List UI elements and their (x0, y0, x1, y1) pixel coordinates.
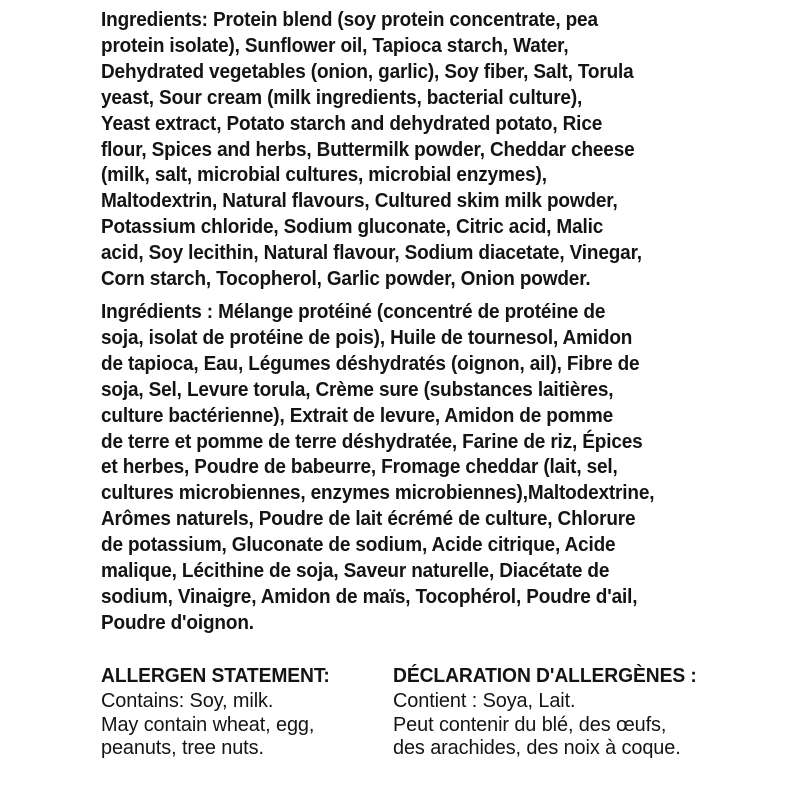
ingredients-french-heading: Ingrédients : (101, 300, 213, 323)
ingredients-english-line-11: Corn starch, Tocopherol, Garlic powder, Onion powder. (101, 268, 591, 291)
ingredients-english-line-6: flour, Spices and herbs, Buttermilk powder, Cheddar cheese (101, 138, 635, 161)
ingredients-english-line-10: acid, Soy lecithin, Natural flavour, Sodium diacetate, Vinegar, (101, 242, 642, 265)
ingredients-french-line-7: et herbes, Poudre de babeurre, Fromage cheddar (lait, sel, (101, 456, 618, 479)
allergen-french-line-2: Peut contenir du blé, des œufs, (393, 712, 667, 736)
allergen-statement-english-body (101, 689, 384, 760)
ingredients-french-line-8: cultures microbiennes, enzymes microbiennes),Maltodextrine, (101, 482, 655, 505)
ingredients-english-line-4: yeast, Sour cream (milk ingredients, bacterial culture), (101, 86, 583, 109)
ingredients-french-line-4: soja, Sel, Levure torula, Crème sure (substances laitières, (101, 378, 614, 401)
ingredient-label-panel (101, 8, 717, 637)
allergen-statement-french-title: DÉCLARATION D'ALLERGÈNES : (393, 664, 697, 687)
allergen-french-line-3: des arachides, des noix à coque. (393, 736, 681, 760)
ingredients-english-line-7: (milk, salt, microbial cultures, microbial enzymes), (101, 164, 547, 187)
ingredients-french-line-12: sodium, Vinaigre, Amidon de maïs, Tocophérol, Poudre d'ail, (101, 585, 638, 608)
allergen-statement-english-title: ALLERGEN STATEMENT: (101, 664, 330, 687)
ingredients-french-line-6: de terre et pomme de terre déshydratée, Farine de riz, Épices (101, 430, 643, 453)
allergen-english-line-3: peanuts, tree nuts. (101, 736, 264, 760)
allergen-french-line-1: Contient : Soya, Lait. (393, 689, 576, 712)
ingredients-english-line-8: Maltodextrin, Natural flavours, Cultured skim milk powder, (101, 190, 618, 213)
ingredients-french-paragraph (101, 300, 717, 637)
ingredients-english-line-2: protein isolate), Sunflower oil, Tapioca starch, Water, (101, 34, 569, 57)
ingredients-english-line-3: Dehydrated vegetables (onion, garlic), Soy fiber, Salt, Torula (101, 60, 634, 83)
allergen-english-line-2: May contain wheat, egg, (101, 712, 315, 736)
allergen-statement-section (101, 664, 725, 760)
allergen-statement-english-column (101, 664, 393, 760)
ingredients-french-line-9: Arômes naturels, Poudre de lait écrémé de culture, Chlorure (101, 508, 636, 531)
allergen-statement-french-body (393, 689, 715, 760)
allergen-statement-french-column (393, 664, 725, 760)
ingredients-english-heading: Ingredients: (101, 9, 208, 31)
ingredients-french-line-10: de potassium, Gluconate de sodium, Acide citrique, Acide (101, 534, 616, 557)
ingredients-english-line-1: Protein blend (soy protein concentrate, pea (207, 9, 598, 31)
ingredients-english-line-9: Potassium chloride, Sodium gluconate, Citric acid, Malic (101, 216, 604, 239)
ingredients-french-line-11: malique, Lécithine de soja, Saveur naturelle, Diacétate de (101, 560, 610, 583)
ingredients-english-line-5: Yeast extract, Potato starch and dehydrated potato, Rice (101, 112, 603, 135)
ingredients-french-line-3: de tapioca, Eau, Légumes déshydratés (oignon, ail), Fibre de (101, 352, 640, 375)
allergen-english-line-1: Contains: Soy, milk. (101, 689, 274, 712)
ingredients-french-line-2: soja, isolat de protéine de pois), Huile de tournesol, Amidon (101, 326, 633, 349)
ingredients-french-line-13: Poudre d'oignon. (101, 611, 254, 634)
ingredients-french-line-1: Mélange protéiné (concentré de protéine de (212, 300, 606, 323)
ingredients-french-line-5: culture bactérienne), Extrait de levure, Amidon de pomme (101, 404, 614, 427)
ingredients-english-paragraph (101, 8, 717, 293)
